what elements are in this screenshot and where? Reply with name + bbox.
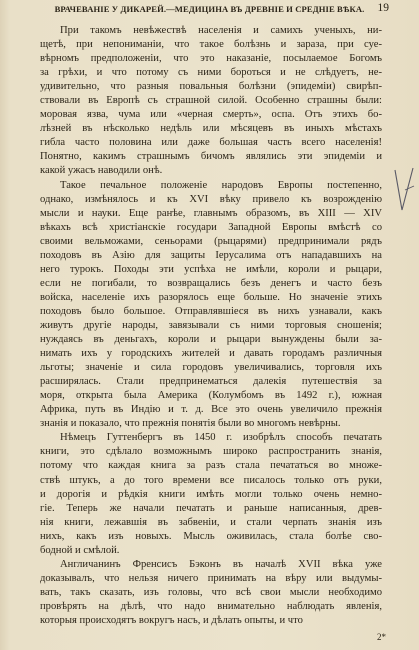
- text-line: провѣрять на дѣлѣ, что надо внимательно наблюдать явленія,: [40, 600, 382, 612]
- text-line: вѣкахъ всѣ христіанскіе государи Западной Европы вмѣстѣ со: [40, 221, 382, 233]
- text-line: расширялась. Стали предпринематься далекія путешествія за: [40, 376, 382, 388]
- text-line: потому что каждая книга за разъ стала печататься во множе-: [40, 460, 382, 472]
- text-line: мысли и науки. Еще ранѣе, главнымъ образомъ, въ XIII — XIV: [40, 207, 382, 219]
- signature-mark: 2*: [377, 632, 386, 642]
- text-line: вать, такъ сказать, изъ головы, что всѣ свои мысли необходимо: [40, 586, 382, 598]
- running-head: ВРАЧЕВАНІЕ У ДИКАРЕЙ.—МЕДИЦИНА ВЪ ДРЕВНІЕ И СРЕДНІЕ ВѢКА.: [54, 4, 365, 14]
- page-header: [0, 3, 419, 19]
- text-line: однако, измѣнялось и къ XVI вѣку привело къ возрожденію: [40, 193, 382, 205]
- text-line: нимать ихъ у городскихъ жителей и давать городамъ различныя: [40, 348, 382, 360]
- text-line: нуждаясь въ деньгахъ, короли и рыцари вынуждены были за-: [40, 334, 382, 346]
- text-line: льготы; значеніе и сила городовъ увеличивались, торговля ихъ: [40, 362, 382, 374]
- text-line: Нѣмецъ Гуттенбергъ въ 1450 г. изобрѣлъ способъ печатать: [60, 432, 382, 444]
- text-line: бодной и смѣлой.: [40, 544, 120, 556]
- text-line: книги, это сдѣлало возможнымъ широко распространить знанія,: [40, 446, 382, 458]
- text-line: вѣрномъ предположеніи, что это наказаніе, посылаемое Богомъ: [40, 53, 382, 65]
- text-line: моря, открыта была Америка (Колумбомъ въ 1492 г.), южная: [40, 390, 382, 402]
- text-line: живутъ другіе народы, завязывали съ ними торговыя сношенія;: [40, 319, 382, 331]
- pencil-margin-mark-icon: [393, 166, 415, 216]
- text-line: него турокъ. Походы эти успѣха не имѣли, короли и рыцари,: [40, 263, 382, 275]
- text-line: гибла часто половина или даже большая часть всего населенія!: [40, 137, 382, 149]
- text-line: походовъ въ Азію для защиты Іерусалима отъ нападавшихъ на: [40, 249, 382, 261]
- text-line: какой ужасъ наводили онѣ.: [40, 165, 163, 177]
- text-line: походовъ было большое. Отправлявшіеся въ нихъ узнавали, какъ: [40, 305, 382, 317]
- text-line: Понятно, какимъ страшнымъ бичомъ являлись эти эпидеміи и: [40, 151, 382, 163]
- text-line: моровая язва, чума или «черная смерть», оспа. Отъ этихъ бо-: [40, 109, 382, 121]
- text-line: При такомъ невѣжествѣ населенія и самихъ ученыхъ, ни-: [60, 25, 382, 36]
- body-text: [40, 24, 382, 628]
- text-line: лѣзней въ нѣсколько недѣль или мѣсяцевъ въ иныхъ мѣстахъ: [40, 123, 382, 135]
- text-line: своими вельможами, сеньорами (рыцарями) предпринимали рядъ: [40, 235, 382, 247]
- text-line: Такое печальное положеніе народовъ Европы постепенно,: [60, 179, 382, 191]
- text-line: Англичанинъ Френсисъ Бэконъ въ началѣ XVII вѣка уже: [60, 558, 382, 570]
- text-line: за грѣхи, и что потому съ ними бороться и не слѣдуетъ, не-: [40, 67, 382, 79]
- page-number: 19: [377, 2, 389, 14]
- text-line: доказывалъ, что нельзя ничего принимать на вѣру или выдумы-: [40, 572, 382, 584]
- text-line: знанія и показало, что прежнія понятія были во многомъ невѣрны.: [40, 418, 341, 430]
- text-line: ствѣ штукъ, а до того времени все писалось только отъ руки,: [40, 474, 382, 486]
- text-line: войска, населеніе ихъ разорялось еще больше. Но значеніе этихъ: [40, 291, 382, 303]
- text-line: удивительно, что разныя повальныя болѣзни (эпидеміи) свирѣп-: [40, 81, 382, 93]
- text-line: и дорогія и рѣдкія книги имѣть могли только очень немно-: [40, 488, 382, 500]
- text-line: если не погибали, то возвращались безъ денегъ и часто безъ: [40, 277, 382, 289]
- text-line: Африка, путь въ Индію и т. д. Все это очень увеличило прежнія: [40, 404, 382, 416]
- text-line: нія книги, лежавшія въ забвеніи, и стали черпать знанія изъ: [40, 516, 382, 528]
- text-line: которыя происходятъ вокругъ насъ, и дѣлать опыты, и что: [40, 614, 303, 626]
- text-line: нихъ, какъ изъ новыхъ. Мысль оживилась, стала болѣе сво-: [40, 530, 382, 542]
- text-line: щетѣ, при непониманіи, что такое болѣзнь и зараза, при суе-: [40, 39, 382, 51]
- text-line: ствовали въ Европѣ съ страшной силой. Особенно страшны были:: [40, 95, 382, 107]
- text-line: гіе. Теперь же начали печатать и раньше написанныя, древ-: [40, 502, 382, 514]
